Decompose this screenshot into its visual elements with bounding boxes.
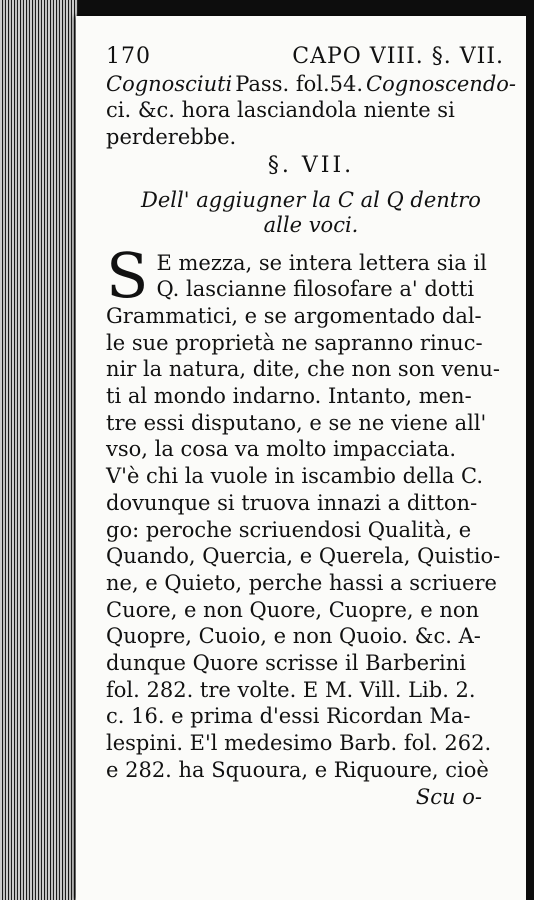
section-title-line: Dell' aggiugner la C al Q dentro <box>141 187 481 212</box>
text-fragment: Cognosciuti <box>106 71 233 96</box>
text-fragment: Cognoscendo- <box>366 71 516 96</box>
text-line <box>106 71 516 98</box>
body-line: Quando, Quercia, e Querela, Quistio- <box>106 544 501 569</box>
catchword: Scu o- <box>415 784 482 809</box>
text-line <box>106 97 516 124</box>
body-line: fol. 282. tre volte. E M. Vill. Lib. 2. <box>106 677 476 702</box>
body-line: nir la natura, dite, che non son venu- <box>106 357 500 382</box>
body-line: E mezza, se intera lettera sia il <box>156 250 487 275</box>
body-line: vso, la cosa va molto impacciata. <box>106 437 456 462</box>
body-line: V'è chi la vuole in iscambio della C. <box>106 464 484 489</box>
text-fragment: perderebbe. <box>106 125 237 150</box>
body-line: Cuore, e non Quore, Cuopre, e non <box>106 597 480 622</box>
body-line: ti al mondo indarno. Intanto, men- <box>106 384 472 409</box>
body-line: e 282. ha Squoura, e Riquoure, cioè <box>106 757 489 782</box>
previous-paragraph-tail <box>106 71 516 151</box>
body-line: le sue proprietà ne sapranno rinuc- <box>106 330 483 355</box>
section-body <box>106 238 516 784</box>
running-head: CAPO VIII. §. VII. <box>292 44 504 69</box>
page-text <box>106 44 516 810</box>
body-line: dovunque si truova innazi a ditton- <box>106 490 478 515</box>
page-header <box>106 44 516 71</box>
body-line: c. 16. e prima d'essi Ricordan Ma- <box>106 704 471 729</box>
body-line: Q. lascianne filosofare a' dotti <box>156 277 475 302</box>
section-title-line: alle voci. <box>263 212 359 237</box>
text-fragment: Pass. fol.54. <box>235 71 364 96</box>
drop-cap: S <box>106 238 149 312</box>
body-line: Quopre, Cuoio, e non Quoio. &c. A- <box>106 624 481 649</box>
book-page <box>76 16 526 900</box>
section-title <box>106 188 516 238</box>
book-spine <box>0 0 78 900</box>
body-line: go: peroche scriuendosi Qualità, e <box>106 517 472 542</box>
body-line: lespini. E'l medesimo Barb. fol. 262. <box>106 731 492 756</box>
body-line: ne, e Quieto, perche hassi a scriuere <box>106 570 497 595</box>
text-line <box>106 124 516 151</box>
body-line: Grammatici, e se argomentado dal- <box>106 303 482 328</box>
body-line: tre essi disputano, e se ne viene all' <box>106 410 487 435</box>
text-fragment: ci. &c. hora lasciandola niente si <box>106 98 455 123</box>
body-line: dunque Quore scrisse il Barberini <box>106 651 467 676</box>
section-mark: §. VII. <box>267 152 355 178</box>
page-number: 170 <box>106 44 151 69</box>
